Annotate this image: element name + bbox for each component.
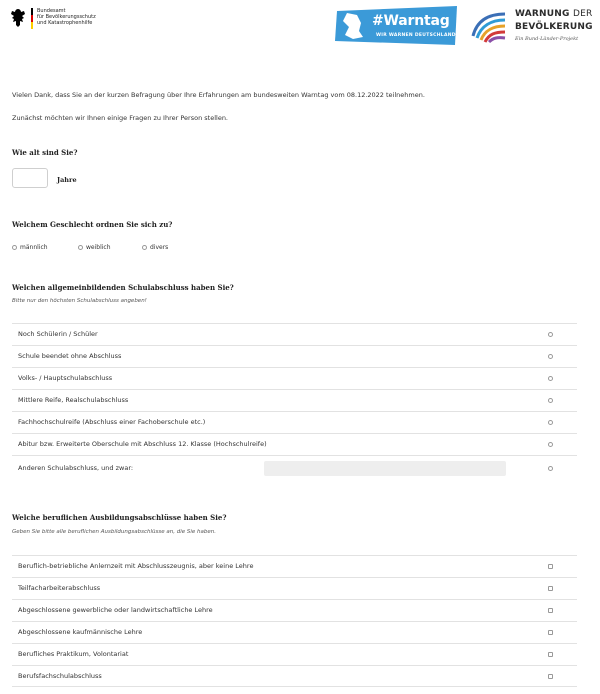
checkbox-icon[interactable]	[548, 564, 553, 569]
checkbox-icon[interactable]	[548, 652, 553, 657]
school-option-row[interactable]	[12, 389, 577, 411]
bbk-line: und Katastrophenhilfe	[37, 20, 93, 26]
vocational-option-row[interactable]	[12, 577, 577, 599]
question-vocational: Welche beruflichen Ausbildungsabschlüsse haben Sie?	[12, 513, 227, 522]
question-gender: Welchem Geschlecht ordnen Sie sich zu?	[12, 220, 173, 229]
warnung-der-bevoelkerung-logo	[469, 8, 509, 44]
vocational-option-row[interactable]	[12, 665, 577, 687]
gender-option-label: weiblich	[86, 244, 111, 251]
school-option-label: Noch Schülerin / Schüler	[18, 330, 98, 338]
school-option-row[interactable]	[12, 323, 577, 345]
wdb-warnung: WARNUNG	[515, 9, 570, 19]
radio-icon[interactable]	[548, 442, 553, 447]
school-option-row[interactable]	[12, 367, 577, 389]
school-option-row[interactable]	[12, 433, 577, 455]
bbk-line: für Bevölkerungsschutz	[37, 14, 96, 20]
school-option-row[interactable]	[12, 345, 577, 367]
school-option-row-other[interactable]	[12, 455, 577, 479]
school-option-label: Mittlere Reife, Realschulabschluss	[18, 396, 129, 404]
warntag-subtitle: WIR WARNEN DEUTSCHLAND	[376, 33, 456, 38]
wdb-title-line1	[515, 9, 592, 19]
vocational-option-label: Abgeschlossene kaufmännische Lehre	[18, 628, 143, 636]
gender-option-label: männlich	[20, 244, 48, 251]
german-flag-bar	[31, 8, 33, 29]
checkbox-icon[interactable]	[548, 608, 553, 613]
federal-eagle-icon	[10, 8, 26, 28]
school-other-input[interactable]	[264, 461, 506, 476]
school-option-label: Schule beendet ohne Abschluss	[18, 352, 122, 360]
gender-option-label: divers	[150, 244, 169, 251]
school-option-row[interactable]	[12, 411, 577, 433]
vocational-option-label: Beruflich-betriebliche Anlernzeit mit Abschlusszeugnis, aber keine Lehre	[18, 562, 254, 570]
bbk-line: Bundesamt	[37, 8, 66, 14]
school-option-label: Anderen Schulabschluss, und zwar:	[18, 464, 134, 472]
vocational-option-label: Berufliches Praktikum, Volontariat	[18, 650, 129, 658]
intro-first: Zunächst möchten wir Ihnen einige Fragen zu Ihrer Person stellen.	[12, 114, 229, 122]
vocational-hint: Geben Sie bitte alle beruflichen Ausbildungsabschlüsse an, die Sie haben.	[12, 529, 216, 535]
radio-icon[interactable]	[548, 420, 553, 425]
bbk-logo-text	[37, 8, 96, 26]
page-header	[0, 0, 600, 66]
age-input[interactable]	[12, 168, 48, 188]
gender-option-male[interactable]	[12, 244, 48, 251]
checkbox-icon[interactable]	[548, 586, 553, 591]
radio-icon[interactable]	[78, 245, 83, 250]
warntag-title: #Warntag	[372, 13, 450, 29]
radio-icon[interactable]	[548, 376, 553, 381]
question-age: Wie alt sind Sie?	[12, 148, 78, 157]
gender-option-diverse[interactable]	[142, 244, 168, 251]
question-school: Welchen allgemeinbildenden Schulabschluss haben Sie?	[12, 283, 234, 292]
school-option-label: Abitur bzw. Erweiterte Oberschule mit Abschluss 12. Klasse (Hochschulreife)	[18, 440, 267, 448]
intro-thanks: Vielen Dank, dass Sie an der kurzen Befragung über Ihre Erfahrungen am bundesweiten Warntag vom 08.12.2022 teilnehmen.	[12, 91, 425, 99]
school-option-label: Volks- / Hauptschulabschluss	[18, 374, 113, 382]
vocational-option-row[interactable]	[12, 621, 577, 643]
wdb-tagline: Ein Bund-Länder-Projekt	[515, 36, 579, 42]
vocational-option-row[interactable]	[12, 643, 577, 665]
radio-icon[interactable]	[12, 245, 17, 250]
checkbox-icon[interactable]	[548, 674, 553, 679]
radio-icon[interactable]	[548, 398, 553, 403]
school-option-label: Fachhochschulreife (Abschluss einer Fachoberschule etc.)	[18, 418, 206, 426]
vocational-option-label: Abgeschlossene gewerbliche oder landwirtschaftliche Lehre	[18, 606, 213, 614]
radio-icon[interactable]	[548, 332, 553, 337]
radio-icon[interactable]	[548, 354, 553, 359]
vocational-option-label: Teilfacharbeiterabschluss	[18, 584, 101, 592]
vocational-option-row[interactable]	[12, 599, 577, 621]
vocational-option-label: Berufsfachschulabschluss	[18, 672, 102, 680]
school-hint: Bitte nur den höchsten Schulabschluss angeben!	[12, 298, 147, 304]
wdb-title-line2: BEVÖLKERUNG	[515, 22, 593, 32]
gender-option-female[interactable]	[78, 244, 111, 251]
checkbox-icon[interactable]	[548, 630, 553, 635]
wdb-der: DER	[572, 9, 593, 19]
radio-icon[interactable]	[142, 245, 147, 250]
vocational-option-row[interactable]	[12, 555, 577, 577]
radio-icon[interactable]	[548, 466, 553, 471]
age-unit-label: Jahre	[57, 176, 77, 184]
